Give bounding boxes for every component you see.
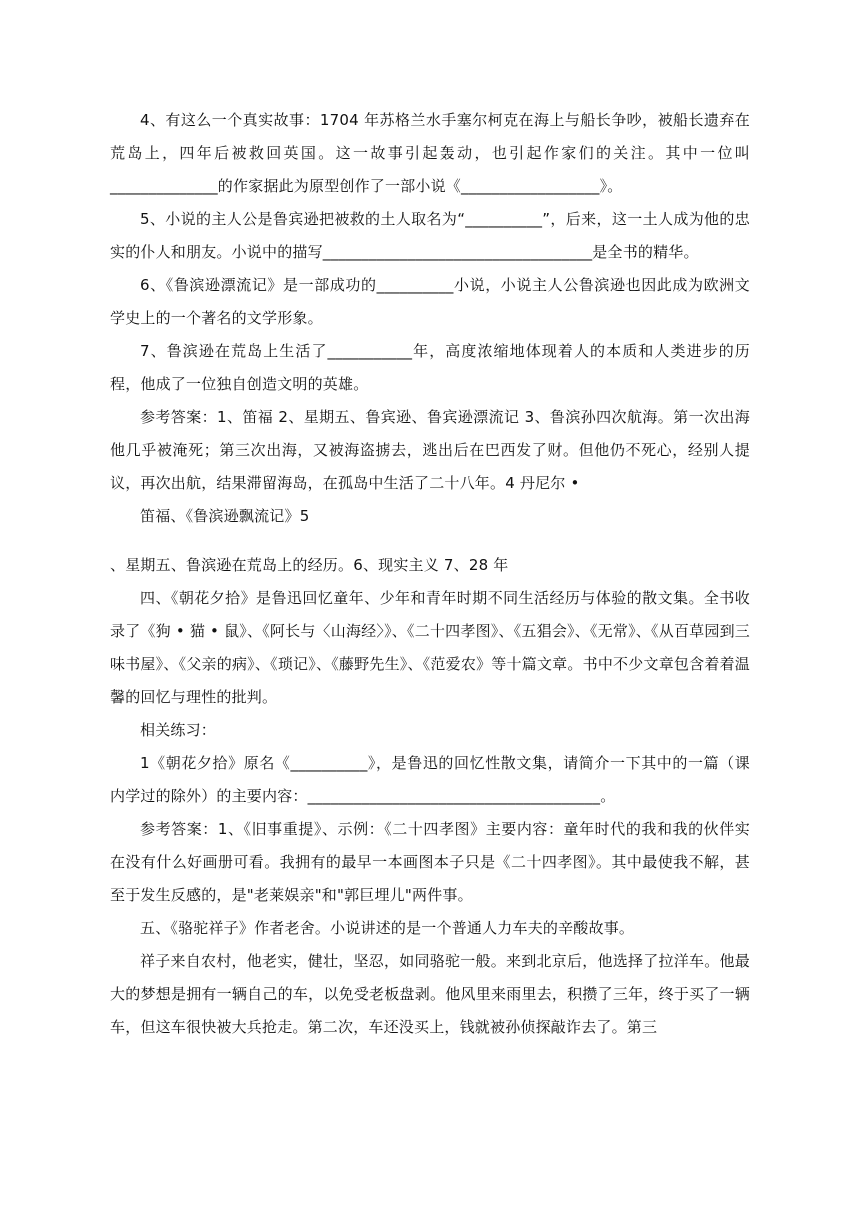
paragraph-gap [110,533,750,549]
document-body [110,104,750,1044]
question-7: 7、鲁滨逊在荒岛上生活了___________年，高度浓缩地体现着人的本质和人类进步的历程，他成了一位独自创造文明的英雄。 [110,342,750,393]
section-5-intro: 五、《骆驼祥子》作者老舍。小说讲述的是一个普通人力车夫的辛酸故事。 [140,919,635,937]
question-4: 4、有这么一个真实故事：1704 年苏格兰水手塞尔柯克在海上与船长争吵，被船长遗弃在荒岛上，四年后被救回英国。这一故事引起轰动，也引起作家们的关注。其中一位叫______________的作家据此为原型创作了一部小说《__________________》。 [110,111,750,195]
question-6: 6、《鲁滨逊漂流记》是一部成功的__________小说，小说主人公鲁滨逊也因此成为欧洲文学史上的一个著名的文学形象。 [110,276,750,327]
section-4-intro: 四、《朝花夕拾》是鲁迅回忆童年、少年和青年时期不同生活经历与体验的散文集。全书收录了《狗 • 猫 • 鼠》、《阿长与〈山海经〉》、《二十四孝图》、《五猖会》、《无常》、《从百草园到三味书屋》、《父亲的病》、《琐记》、《藤野先生》、《范爱农》等十篇文章。书中不少文章包含着着温馨的回忆与理性的批判。 [110,589,750,706]
question-5: 5、小说的主人公是鲁宾逊把被救的土人取名为“__________”，后来，这一土人成为他的忠实的仆人和朋友。小说中的描写___________________________________是全书的精华。 [110,210,750,261]
section-5-summary: 祥子来自农村，他老实，健壮，坚忍，如同骆驼一般。来到北京后，他选择了拉洋车。他最大的梦想是拥有一辆自己的车，以免受老板盘剥。他风里来雨里去，积攒了三年，终于买了一辆车，但这车很快被大兵抢走。第二次，车还没买上，钱就被孙侦探敲诈去了。第三 [110,952,750,1036]
reference-answer-1-tail: 、星期五、鲁滨逊在荒岛上的经历。6、现实主义 7、28 年 [110,556,509,574]
reference-answer-1-continued: 笛福、《鲁滨逊飘流记》5 [140,507,310,525]
exercise-1: 1《朝花夕拾》原名《__________》，是鲁迅的回忆性散文集，请简介一下其中的一篇（课内学过的除外）的主要内容：______________________________________。 [110,754,750,805]
related-exercise-heading: 相关练习： [140,721,217,739]
reference-answer-2: 参考答案：1、《旧事重提》、示例：《二十四孝图》主要内容：童年时代的我和我的伙伴实在没有什么好画册可看。我拥有的最早一本画图本子只是《二十四孝图》。其中最使我不解，甚至于发生反感的，是"老莱娱亲"和"郭巨埋儿"两件事。 [110,820,750,904]
reference-answer-1: 参考答案：1、笛福 2、星期五、鲁宾逊、鲁宾逊漂流记 3、鲁滨孙四次航海。第一次出海他几乎被淹死；第三次出海，又被海盗掳去，逃出后在巴西发了财。但他仍不死心，经别人提议，再次出航，结果滞留海岛，在孤岛中生活了二十八年。4 丹尼尔 • [110,408,750,492]
